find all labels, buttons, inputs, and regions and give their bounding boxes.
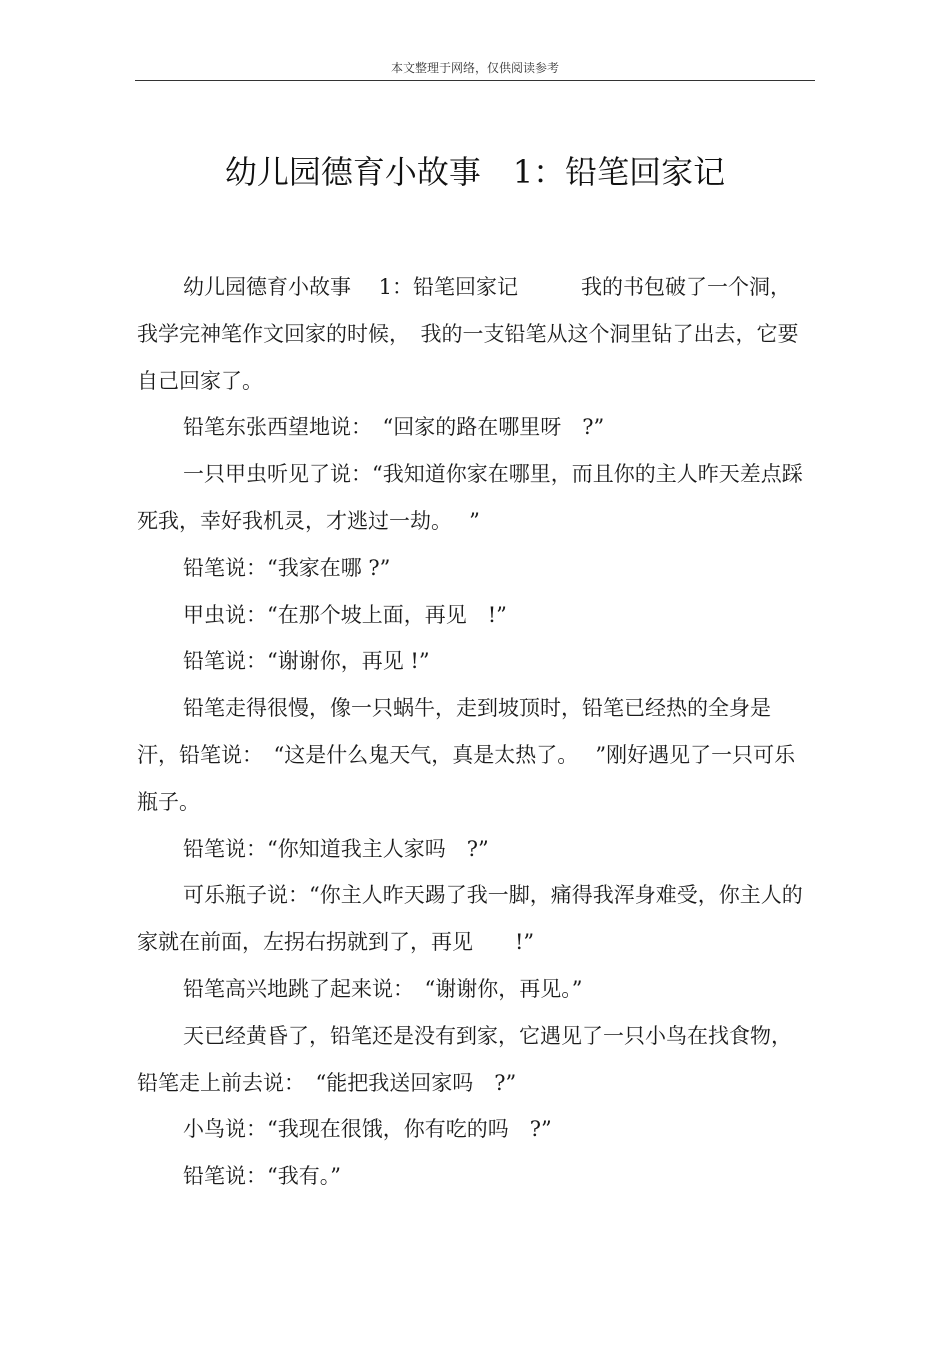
paragraph-1: 幼儿园德育小故事 1：铅笔回家记 我的书包破了一个洞，我学完神笔作文回家的时候， 我的一支铅笔从这个洞里钻了出去，它要自己回家了。 xyxy=(137,275,799,393)
document-body xyxy=(137,264,803,1200)
paragraph-10: 铅笔高兴地跳了起来说： “谢谢你，再见。” xyxy=(183,976,583,1001)
paragraph-13: 铅笔说：“我有。” xyxy=(183,1164,341,1189)
paragraph-12: 小鸟说：“我现在很饿，你有吃的吗 ?” xyxy=(183,1117,552,1142)
paragraph-5: 甲虫说：“在那个坡上面，再见 !” xyxy=(183,602,507,627)
header-divider xyxy=(135,80,815,81)
paragraph-6: 铅笔说：“谢谢你，再见 !” xyxy=(183,649,430,674)
paragraph-9: 可乐瓶子说：“你主人昨天踢了我一脚，痛得我浑身难受，你主人的家就在前面，左拐右拐就到了，再见 !” xyxy=(137,883,803,955)
paragraph-8: 铅笔说：“你知道我主人家吗 ?” xyxy=(183,836,489,861)
paragraph-3: 一只甲虫听见了说：“我知道你家在哪里，而且你的主人昨天差点踩死我，幸好我机灵，才逃过一劫。 ” xyxy=(137,462,803,533)
page-header-note: 本文整理于网络，仅供阅读参考 xyxy=(390,61,559,75)
paragraph-2: 铅笔东张西望地说： “回家的路在哪里呀 ?” xyxy=(183,415,605,440)
paragraph-4: 铅笔说：“我家在哪 ?” xyxy=(183,555,391,580)
paragraph-7: 铅笔走得很慢，像一只蜗牛，走到坡顶时，铅笔已经热的全身是汗，铅笔说： “这是什么鬼天气，真是太热了。 ”刚好遇见了一只可乐瓶子。 xyxy=(137,696,796,814)
paragraph-11: 天已经黄昏了，铅笔还是没有到家，它遇见了一只小鸟在找食物，铅笔走上前去说： “能把我送回家吗 ?” xyxy=(137,1023,792,1095)
document-title: 幼儿园德育小故事 1：铅笔回家记 xyxy=(224,153,726,191)
